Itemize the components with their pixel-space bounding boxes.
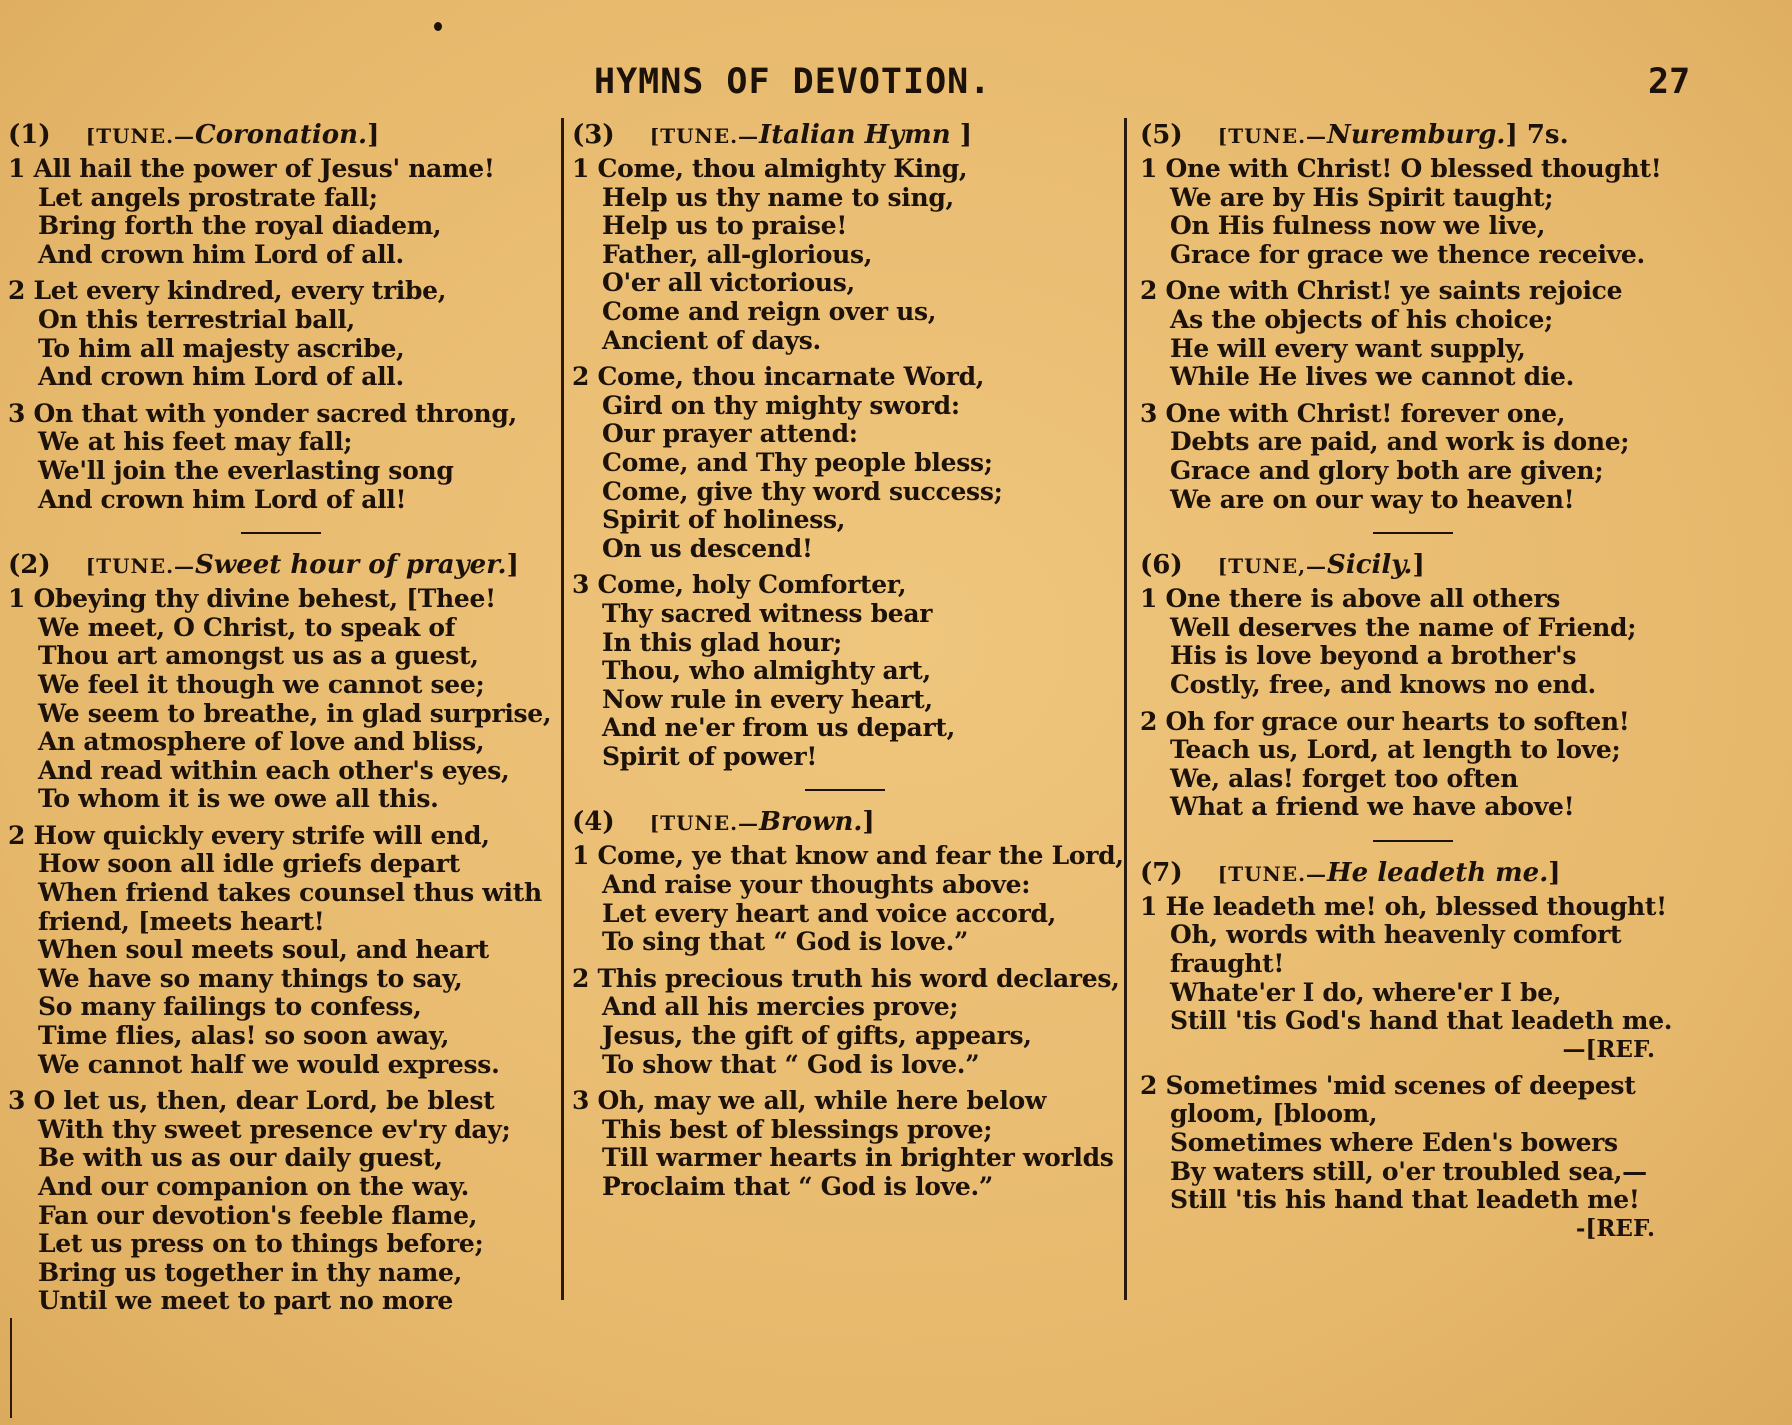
verse-line: 2 One with Christ! ye saints rejoice [1140,276,1623,306]
verse-line: Spirit of power! [602,741,818,771]
verse-line: And read within each other's eyes, [38,755,510,785]
tune-close: ] [1548,857,1561,888]
hymn-heading [572,805,1117,840]
tune-label: [TUNE.— [649,124,760,148]
tune-close: ] [367,120,380,150]
tune-close: ] [506,550,519,581]
verse-line: Come, and Thy people bless; [602,447,993,477]
verse-line: Debts are paid, and work is done; [1170,427,1630,457]
verse-line: This best of blessings prove; [602,1114,993,1144]
verse-line: Grace and glory both are given; [1170,455,1604,485]
verse-line: 3 Come, holy Comforter, [572,570,907,600]
verse-line: We cannot half we would express. [38,1049,500,1079]
hymn-heading [1140,118,1685,153]
hymn-2 [8,548,553,1316]
refrain-mark: -[REF. [1575,1214,1655,1242]
verse-line: fraught! [1170,949,1285,979]
verse-line: Sometimes where Eden's bowers [1170,1128,1618,1158]
tune-label: [TUNE.— [85,124,196,148]
verse-line: With thy sweet presence ev'ry day; [38,1114,511,1144]
stanza [1140,277,1685,391]
verse-line: 3 On that with yonder sacred throng, [8,398,517,428]
verse-line: 1 Come, thou almighty King, [572,154,968,183]
verse-line: And crown him Lord of all! [38,484,407,514]
verse-line: Proclaim that “ God is love.” [602,1172,993,1201]
stanza [572,1087,1117,1201]
tune-label: [TUNE,— [1217,554,1328,579]
stanza [572,841,1124,957]
verse-line: His is love beyond a brother's [1170,641,1577,671]
tune-name: Nuremburg. [1327,120,1506,150]
verse-line: He will every want supply, [1170,333,1526,363]
tune-label: [TUNE.— [649,811,760,836]
hymn-separator [1373,532,1453,534]
verse-line: 3 O let us, then, dear Lord, be blest [8,1086,495,1116]
verse-line: Still 'tis his hand that leadeth me! [1170,1185,1640,1215]
verse-line: Now rule in every heart, [602,684,933,714]
verse-line: We at his feet may fall; [38,427,353,457]
verse-line: Grace for grace we thence receive. [1170,239,1645,269]
verse-line: 2 Let every kindred, every tribe, [8,276,447,306]
verse-line: In this glad hour; [602,627,842,657]
hymn-heading [572,118,1117,153]
verse-line: Bring us together in thy name, [38,1257,462,1287]
verse-line: Bring forth the royal diadem, [38,211,442,241]
tune-name: Italian Hymn [759,120,951,150]
hymn-number: (5) [1140,120,1183,150]
verse-line: Costly, free, and knows no end. [1170,669,1596,699]
tune-label: [TUNE.— [1217,861,1328,886]
verse-line: 3 One with Christ! forever one, [1140,398,1566,428]
verse-line: Let angels prostrate fall; [38,182,378,212]
hymn-number: (3) [572,120,615,150]
verse-line: Our prayer attend: [602,419,858,449]
stanza [8,400,553,514]
verse-line: 1 Obeying thy divine behest, [Thee! [8,584,496,614]
verse-line: 1 All hail the power of Jesus' name! [8,154,495,183]
verse-line: And all his mercies prove; [602,992,959,1022]
verse-line: Till warmer hearts in brighter worlds [602,1143,1114,1173]
verse-line: To show that “ God is love.” [602,1049,980,1079]
verse-line: And crown him Lord of all. [38,362,404,392]
tune-name: Sweet hour of prayer. [195,550,507,581]
hymn-7 [1140,856,1685,1243]
column-2 [572,118,1124,1220]
verse-line: We feel it though we cannot see; [38,669,485,699]
stanza [1140,1072,1685,1243]
verse-line: Let every heart and voice accord, [602,898,1057,928]
hymn-separator [1373,840,1453,842]
verse-line: Be with us as our daily guest, [38,1143,443,1173]
verse-line: Teach us, Lord, at length to love; [1170,735,1621,765]
verse-line: Still 'tis God's hand that leadeth me. [1170,1006,1673,1036]
tune-label: [TUNE.— [85,554,196,579]
verse-line: 1 He leadeth me! oh, blessed thought! [1140,891,1667,921]
verse-line: Spirit of holiness, [602,505,846,535]
verse-line: Let us press on to things before; [38,1229,484,1259]
refrain-mark: —[REF. [1562,1035,1655,1063]
column-rule-left [561,118,564,1300]
verse-line: Fan our devotion's feeble flame, [38,1200,478,1230]
page-header [0,62,1792,112]
verse-line: O'er all victorious, [602,268,855,298]
tune-close: ] [1412,550,1425,581]
stanza [1140,708,1685,822]
verse-line: While He lives we cannot die. [1170,362,1575,392]
hymn-number: (2) [8,550,51,581]
page-number: 27 [1648,62,1691,102]
verse-line: We seem to breathe, in glad surprise, [38,698,552,728]
hymn-heading [8,548,553,583]
verse-line: And crown him Lord of all. [38,239,404,269]
tune-close: ] 7s. [1505,120,1569,150]
hymn-heading [1140,856,1685,891]
verse-line: Well deserves the name of Friend; [1170,612,1637,642]
stanza [572,363,1117,563]
tune-name: Sicily. [1327,550,1413,581]
verse-line: We meet, O Christ, to speak of [38,612,456,642]
stanza [8,277,553,391]
verse-line: We, alas! forget too often [1170,763,1519,793]
stanza [1140,585,1685,699]
hymn-1 [8,118,553,514]
stanza [572,155,1117,355]
verse-line: 2 This precious truth his word declares, [572,963,1120,993]
verse-line: Come and reign over us, [602,296,937,326]
verse-line: On us descend! [602,533,813,563]
verse-line: To him all majesty ascribe, [38,333,405,363]
verse-line: 3 Oh, may we all, while here below [572,1086,1047,1116]
hymn-separator [805,789,885,791]
stanza [8,585,553,814]
verse-line: On His fulness now we live, [1170,211,1546,241]
tune-name: He leadeth me. [1327,857,1549,888]
hymn-separator [241,532,321,534]
tune-close: ] [950,120,973,150]
running-title: HYMNS OF DEVOTION. [594,62,992,102]
verse-line: Gird on thy mighty sword: [602,390,960,420]
verse-line: Time flies, alas! so soon away, [38,1021,450,1051]
hymn-4 [572,805,1124,1201]
hymn-heading [8,118,553,153]
verse-line: As the objects of his choice; [1170,304,1553,334]
verse-line: And our companion on the way. [38,1172,470,1201]
verse-line: 2 Come, thou incarnate Word, [572,362,985,392]
verse-line: By waters still, o'er troubled sea,— [1170,1156,1647,1186]
verse-line: gloom, [bloom, [1170,1099,1378,1129]
stanza [572,963,1120,1079]
verse-line: When soul meets soul, and heart [38,935,489,965]
verse-line: Thou art amongst us as a guest, [38,641,479,671]
verse-line: Thou, who almighty art, [602,656,931,686]
verse-line: We have so many things to say, [38,963,463,993]
hymn-number: (4) [572,807,615,838]
verse-line: Help us thy name to sing, [602,182,954,212]
tune-close: ] [862,807,875,838]
verse-line: 1 One there is above all others [1140,584,1560,614]
verse-line: When friend takes counsel thus with [38,878,542,908]
verse-line: 2 Oh for grace our hearts to soften! [1140,706,1630,736]
tune-name: Brown. [759,807,863,838]
verse-line: We'll join the everlasting song [38,455,454,485]
verse-line: So many failings to confess, [38,992,422,1022]
stanza [8,822,553,1079]
verse-line: Until we meet to part no more [38,1286,453,1316]
verse-line: Help us to praise! [602,211,847,241]
verse-line: Whate'er I do, where'er I be, [1170,977,1562,1007]
tune-label: [TUNE.— [1217,124,1328,148]
verse-line: Come, give thy word success; [602,476,1003,506]
verse-line: We are on our way to heaven! [1170,484,1575,514]
stanza [572,571,1117,771]
tune-name: Coronation. [195,120,368,150]
verse-line: Jesus, the gift of gifts, appears, [602,1021,1032,1051]
hymn-number: (6) [1140,550,1183,581]
verse-line: How soon all idle griefs depart [38,849,460,879]
ink-dot [434,22,442,31]
hymn-5 [1140,118,1685,514]
stanza [1140,400,1685,514]
verse-line: On this terrestrial ball, [38,304,355,334]
hymn-heading [1140,548,1685,583]
hymn-number: (1) [8,120,51,150]
stanza [1140,155,1685,269]
verse-line: Father, all-glorious, [602,239,873,269]
verse-line: 1 One with Christ! O blessed thought! [1140,154,1662,183]
verse-line: friend, [meets heart! [38,906,325,936]
verse-line: And raise your thoughts above: [602,870,1031,900]
verse-line: 1 Come, ye that know and fear the Lord, [572,841,1124,871]
verse-line: To sing that “ God is love.” [602,927,969,957]
hymn-6 [1140,548,1685,822]
stanza [1140,893,1685,1064]
hymn-3 [572,118,1117,771]
stanza [8,1087,553,1316]
verse-line: 2 Sometimes 'mid scenes of deepest [1140,1070,1636,1100]
verse-line: And ne'er from us depart, [602,713,955,743]
verse-line: To whom it is we owe all this. [38,784,439,814]
verse-line: Thy sacred witness bear [602,598,933,628]
column-3 [1140,118,1685,1261]
hymn-number: (7) [1140,857,1183,888]
verse-line: What a friend we have above! [1170,792,1575,822]
verse-line: Oh, words with heavenly comfort [1170,920,1622,950]
stanza [8,155,553,269]
verse-line: An atmosphere of love and bliss, [38,727,485,757]
column-rule-right [1124,118,1127,1300]
verse-line: We are by His Spirit taught; [1170,182,1554,212]
verse-line: Ancient of days. [602,325,821,355]
column-1 [8,118,553,1334]
verse-line: 2 How quickly every strife will end, [8,820,490,850]
